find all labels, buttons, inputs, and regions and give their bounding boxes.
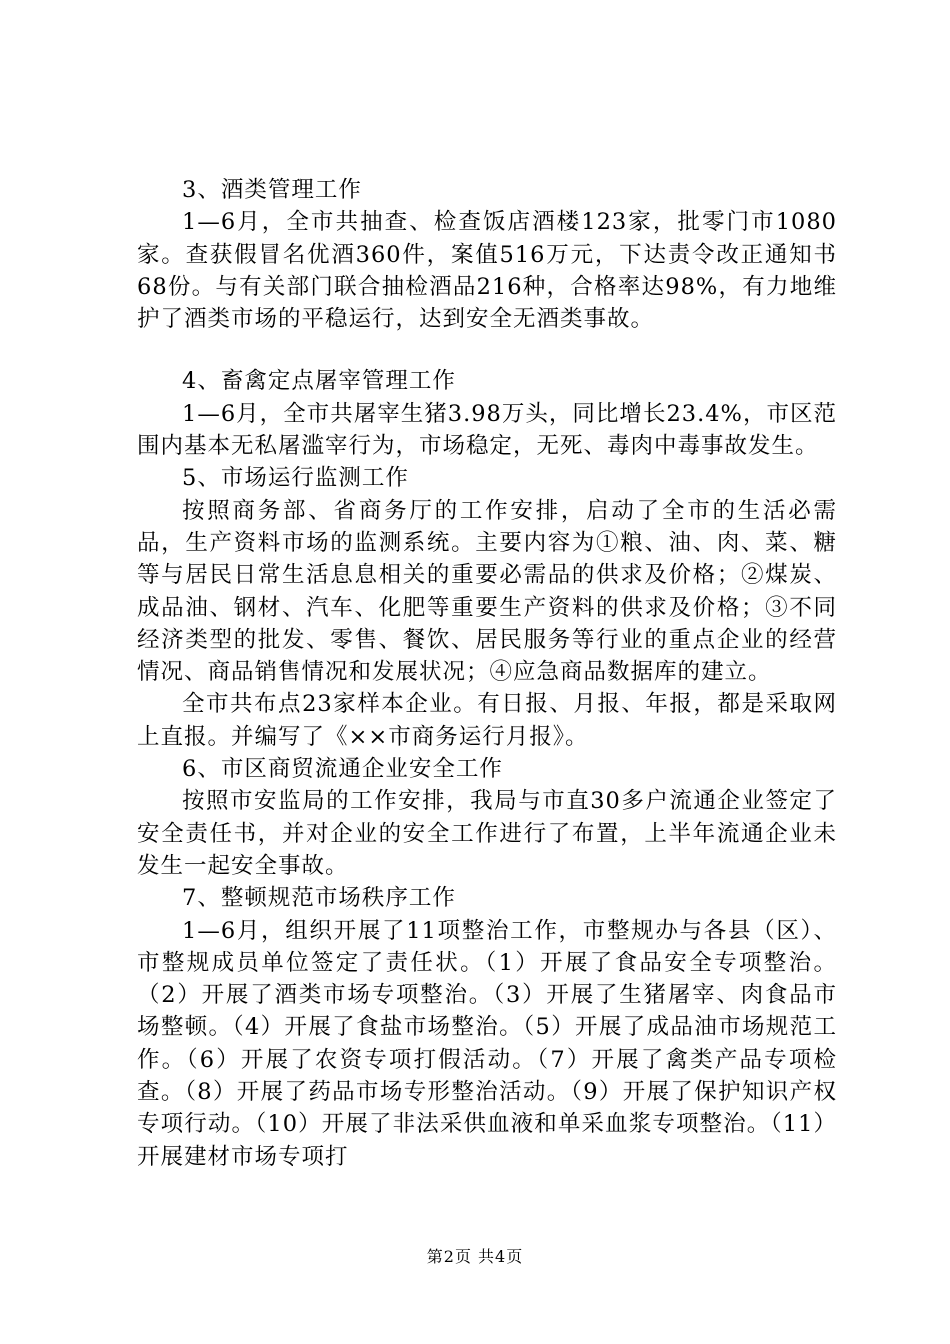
- section-heading-3: 3、酒类管理工作: [182, 177, 362, 203]
- paragraph: 1—6月，全市共抽查、检查饭店酒楼123家，批零门市1080家。查获假冒名优酒360件，案值516万元，下达责令改正通知书68份。与有关部门联合抽检酒品216种，合格率达98%，有力地维护了酒类市场的平稳运行，达到安全无酒类事故。: [137, 209, 837, 333]
- spacer: [137, 335, 837, 365]
- paragraph: 按照商务部、省商务厅的工作安排，启动了全市的生活必需品，生产资料市场的监测系统。主要内容为①粮、油、肉、菜、糖等与居民日常生活息息相关的重要必需品的供求及价格；②煤炭、成品油、钢材、汽车、化肥等重要生产资料的供求及价格；③不同经济类型的批发、零售、餐饮、居民服务等行业的重点企业的经营情况、商品销售情况和发展状况；④应急商品数据库的建立。: [137, 497, 837, 686]
- page-number-footer: 第2页 共4页: [426, 1247, 524, 1266]
- paragraph: 1—6月，全市共屠宰生猪3.98万头，同比增长23.4%，市区范围内基本无私屠滥宰行为，市场稳定，无死、毒肉中毒事故发生。: [137, 400, 837, 460]
- paragraph: 按照市安监局的工作安排，我局与市直30多户流通企业签定了安全责任书，并对企业的安全工作进行了布置，上半年流通企业未发生一起安全事故。: [137, 788, 837, 879]
- section-heading-4: 4、畜禽定点屠宰管理工作: [182, 368, 456, 395]
- paragraph: 1—6月，组织开展了11项整治工作，市整规办与各县（区）、市整规成员单位签定了责任状。（1）开展了食品安全专项整治。（2）开展了酒类市场专项整治。（3）开展了生猪屠宰、肉食品市场整顿。（4）开展了食盐市场整治。（5）开展了成品油市场规范工作。（6）开展了农资专项打假活动。（7）开展了禽类产品专项检查。（8）开展了药品市场专形整治活动。（9）开展了保护知识产权专项行动。（10）开展了非法采供血液和单采血浆专项整治。（11）开展建材市场专项打: [137, 917, 837, 1170]
- section-heading-7: 7、整顿规范市场秩序工作: [182, 885, 456, 912]
- document-body: [137, 174, 837, 1173]
- paragraph: 全市共布点23家样本企业。有日报、月报、年报，都是采取网上直报。并编写了《××市商务运行月报》。: [137, 691, 837, 750]
- section-heading-6: 6、市区商贸流通企业安全工作: [182, 756, 503, 783]
- section-heading-5: 5、市场运行监测工作: [182, 465, 409, 492]
